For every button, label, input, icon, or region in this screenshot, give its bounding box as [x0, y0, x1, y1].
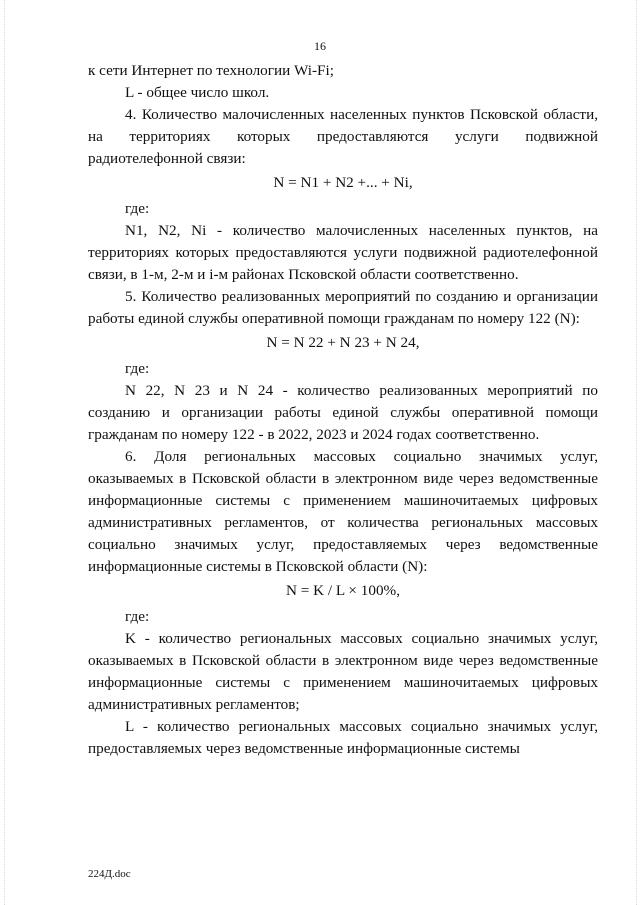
formula-item-6: N = K / L × 100%, [285, 582, 400, 599]
footer-filename: 224Д.doc [88, 868, 131, 880]
paragraph-definition-l: L - общее число школ. [125, 84, 270, 101]
paragraph-item-4: 4. Количество малочисленных населенных пунктов Псковской области, на территориях которых предоставляются услуги подвижной радиотелефонной связи: [88, 106, 598, 167]
formula-item-4: N = N1 + N2 +... + Ni, [273, 174, 413, 191]
where-label: где: [125, 360, 150, 377]
paragraph-definition-n22-n23-n24: N 22, N 23 и N 24 - количество реализованных мероприятий по созданию и организации работы единой службы оперативной помощи гражданам по номеру 122 - в 2022, 2023 и 2024 годах соответственно. [88, 382, 598, 443]
where-label: где: [125, 200, 150, 217]
paragraph-item-6: 6. Доля региональных массовых социально значимых услуг, оказываемых в Псковской области в электронном виде через ведомственные информационные системы с применением машиночитаемых цифровых административных регламентов, от количества региональных массовых социально значимых услуг, предоставляемых через ведомственные информационные системы в Псковской области (N): [88, 448, 598, 575]
page-number: 16 [314, 39, 326, 53]
where-label: где: [125, 608, 150, 625]
scan-edge-right [636, 0, 637, 905]
document-body [88, 60, 598, 760]
paragraph-continuation: к сети Интернет по технологии Wi-Fi; [88, 62, 334, 79]
paragraph-definition-n1-n2-ni: N1, N2, Ni - количество малочисленных населенных пунктов, на территориях которых предоставляются услуги подвижной радиотелефонной связи, в 1-м, 2-м и i-м районах Псковской области соответственно. [88, 222, 598, 283]
paragraph-definition-k: K - количество региональных массовых социально значимых услуг, оказываемых в Псковской области в электронном виде через ведомственные информационные системы с применением машиночитаемых цифровых административных регламентов; [88, 630, 598, 713]
paragraph-definition-l-services: L - количество региональных массовых социально значимых услуг, предоставляемых через ведомственные информационные системы [88, 718, 598, 757]
formula-item-5: N = N 22 + N 23 + N 24, [266, 334, 420, 351]
scan-edge-left [4, 0, 5, 905]
paragraph-item-5: 5. Количество реализованных мероприятий по созданию и организации работы единой службы оперативной помощи гражданам по номеру 122 (N): [88, 288, 598, 327]
